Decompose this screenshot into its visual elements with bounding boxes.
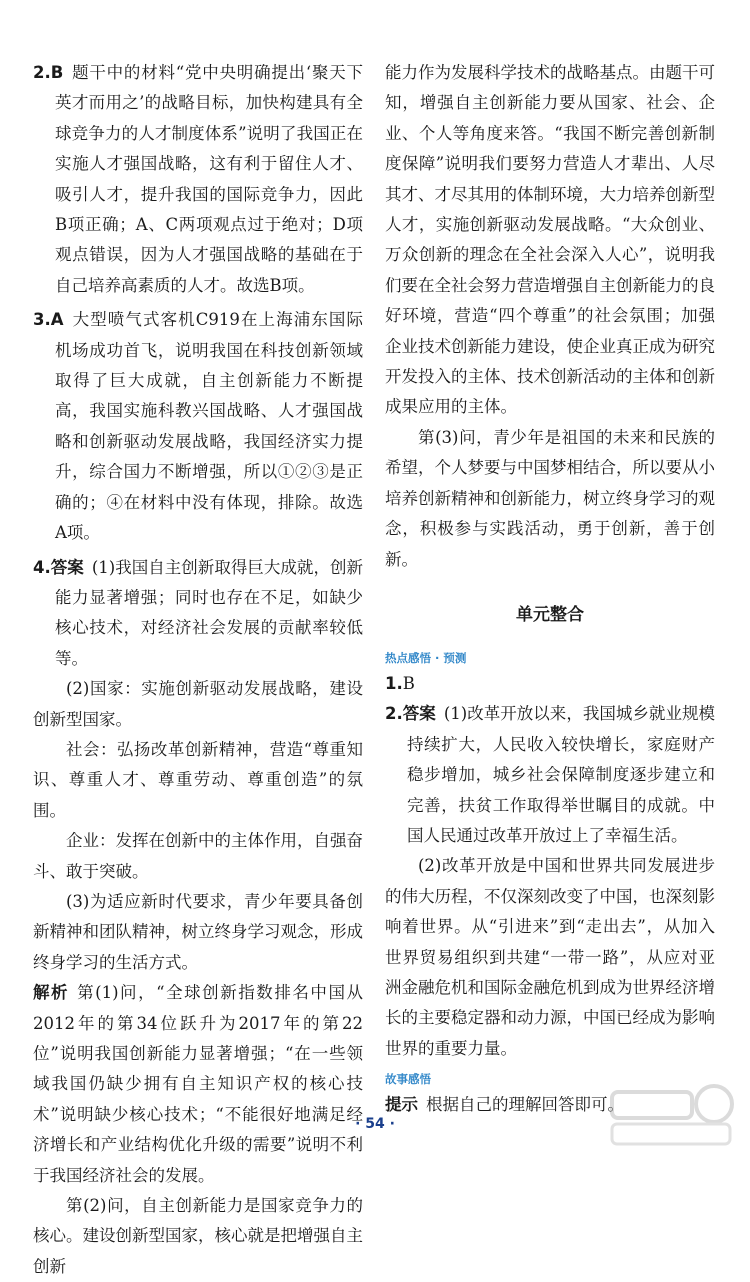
unit-question-2-answer-part1: (1)改革开放以来，我国城乡就业规模持续扩大，人民收入较快增长，家庭财产稳步增加，城乡社会保障制度逐步建立和完善，扶贫工作取得举世瞩目的成就。中国人民通过改革开放过上了幸福生活。: [407, 704, 715, 845]
question-4: [33, 553, 363, 675]
analysis-continuation: 能力作为发展科学技术的战略基点。由题干可知，增强自主创新能力要从国家、社会、企业、个人等角度来答。“我国不断完善创新制度保障”说明我们要努力营造人才辈出、人尽其才、才尽其用的体制环境，大力培养创新型人才，实施创新驱动发展战略。“大众创业、万众创新的理念在全社会深入人心”，说明我们要在全社会努力营造增强自主创新能力的良好环境，营造“四个尊重”的社会氛围；加强企业技术创新能力建设，使企业真正成为研究开发投入的主体、技术创新活动的主体和创新成果应用的主体。: [385, 63, 715, 417]
unit-question-1-number: 1.: [385, 673, 403, 693]
left-column: [33, 58, 363, 1282]
tip-label: 提示: [385, 1095, 418, 1115]
section-title: 单元整合: [516, 604, 584, 625]
question-4-answer-part1: (1)我国自主创新取得巨大成就，创新能力显著增强；同时也存在不足，如缺少核心技术，对经济社会发展的贡献率较低等。: [55, 557, 363, 668]
question-4-answer-enterprise: 企业：发挥在创新中的主体作用，自强奋斗、敢于突破。: [33, 831, 363, 881]
analysis-part2-start: 第(2)问，自主创新能力是国家竞争力的核心。建设创新型国家，核心就是把增强自主创新: [33, 1196, 363, 1276]
unit-question-2-answer-label: 答案: [402, 704, 436, 724]
story-heading: 故事感悟: [385, 1072, 431, 1087]
watermark-logo: [606, 1082, 736, 1150]
question-2-number: 2.: [33, 63, 51, 82]
unit-question-1: [385, 669, 715, 699]
question-2: [33, 58, 363, 301]
right-column: [385, 58, 715, 1121]
question-2-explanation: 题干中的材料“党中央明确提出‘聚天下英才而用之’的战略目标，加快构建具有全球竞争力的人才制度体系”说明了我国正在实施人才强国战略，这有利于留住人才、吸引人才，提升我国的国际竞争力，因此B项正确；A、C两项观点过于绝对；D项观点错误，因为人才强国战略的基础在于自己培养高素质的人才。故选B项。: [55, 63, 363, 295]
question-3-answer: A: [50, 310, 64, 330]
unit-question-2-answer-part2: (2)改革开放是中国和世界共同发展进步的伟大历程，不仅深刻改变了中国，也深刻影响着世界。从“引进来”到“走出去”，从加入世界贸易组织到共建“一带一路”，从应对亚洲金融危机和国际金融危机到成为世界经济增长的主要稳定器和动力源，中国已经成为影响世界的重要力量。: [385, 856, 715, 1058]
question-4-answer-part2: (2)国家：实施创新驱动发展战略，建设创新型国家。: [33, 679, 363, 729]
question-3-number: 3.: [33, 310, 51, 330]
question-4-answer-part3: (3)为适应新时代要求，青少年要具备创新精神和团队精神，树立终身学习观念，形成终身学习的生活方式。: [33, 891, 363, 972]
question-4-analysis: [33, 978, 363, 1191]
analysis-part3: 第(3)问，青少年是祖国的未来和民族的希望，个人梦要与中国梦相结合，所以要从小培养创新精神和创新能力，树立终身学习的观念，积极参与实践活动，勇于创新，善于创新。: [385, 427, 715, 569]
analysis-text: 第(1)问，“全球创新指数排名中国从2012年的第34位跃升为2017年的第22位”说明我国创新能力显著增强；“在一些领域我国仍缺少拥有自主知识产权的核心技术”说明缺少核心技术；“不能很好地满足经济增长和产业结构优化升级的需要”说明不利于我国经济社会的发展。: [33, 983, 364, 1185]
question-3-explanation: 大型喷气式客机C919在上海浦东国际机场成功首飞，说明我国在科技创新领域取得了巨大成就，自主创新能力不断提高，我国实施科教兴国战略、人才强国战略和创新驱动发展战略，我国经济实力提升，综合国力不断增强，所以①②③是正确的；④在材料中没有体现，排除。故选A项。: [55, 310, 363, 543]
unit-question-2: [385, 699, 715, 851]
hot-topic-heading: 热点感悟 · 预测: [385, 650, 467, 665]
question-4-answer-label: 答案: [50, 557, 84, 577]
question-2-answer: B: [50, 63, 64, 82]
question-4-number: 4.: [33, 557, 51, 577]
page-number: · 54 ·: [355, 1116, 395, 1132]
unit-question-2-number: 2.: [385, 704, 403, 724]
question-3: [33, 305, 363, 548]
unit-question-1-answer: B: [402, 673, 415, 693]
tip-text: 根据自己的理解回答即可。: [426, 1095, 624, 1115]
question-4-answer-society: 社会：弘扬改革创新精神，营造“尊重知识、尊重人才、尊重劳动、尊重创造”的氛围。: [33, 739, 363, 820]
analysis-label: 解析: [33, 983, 70, 1003]
